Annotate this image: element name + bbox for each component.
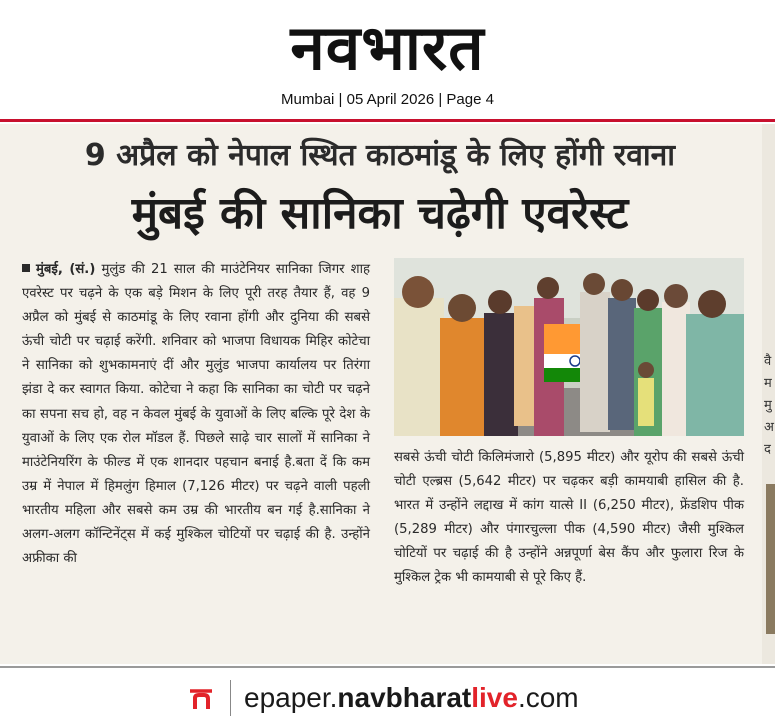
article-body-col1: मुलुंड की 21 साल की माउंटेनियर सानिका जिगर शाह एवरेस्ट पर चढ़ने के एक बड़े मिशन के लिए पूरी तरह तैयार हैं, वह 9 अप्रैल को मुंबई से काठमांडू के लिए रवाना होंगी और दुनिया की सबसे ऊंची चोटी पर चढ़ाई करेंगी. शनिवार को भाजपा विधायक मिहिर कोटेचा ने सानिका को शुभकामनाएं दीं और मुलुंड भाजपा कार्यालय पर तिरंगा झंडा दे कर स्वागत किया. कोटेचा ने कहा कि सानिका का चोटी पर चढ़ने का सपना सच हो, वह न केवल मुंबई के युवाओं के लिए बल्कि पूरे देश के युवाओं के लिए एक रोल मॉडल हैं. पिछले साढ़े चार सालों में सानिका ने माउंटेनियरिंग के फील्ड में एक शानदार पहचान बनाई है.बता दें कि कम उम्र में नेपाल में हिमलुंग हिमाल (7,126 मीटर) पर चढ़ने वाली पहली भारतीय महिला और सबसे कम उम्र की भारतीय बन गई है.सानिका ने अलग-अलग कॉन्टिनेंट्स में कई मुश्किल चोटियों पर चढ़ाई की है. उन्होंने अफ्रीका की xyxy=(22,262,370,567)
url-brand: navbharat xyxy=(337,682,472,713)
article-photo xyxy=(394,258,744,436)
masthead xyxy=(0,0,775,120)
url-prefix: epaper. xyxy=(244,682,338,713)
bullet-square-icon xyxy=(22,264,30,272)
article-lead-dateline: मुंबई, (सं.) xyxy=(36,262,96,277)
article-column-2 xyxy=(394,446,744,591)
url-suffix: .com xyxy=(517,682,579,713)
newspaper-logo: नवभारत xyxy=(290,11,485,84)
news-clipping xyxy=(0,124,775,664)
navbharat-n-logo-icon xyxy=(186,683,216,713)
article-headline: मुंबई की सानिका चढ़ेगी एवरेस्ट xyxy=(131,188,629,239)
epaper-url-link[interactable] xyxy=(244,681,579,715)
edition-dateline: Mumbai | 05 April 2026 | Page 4 xyxy=(281,91,494,108)
fragment-text: म xyxy=(764,376,772,391)
url-live: live xyxy=(471,682,518,713)
footer-separator xyxy=(230,680,231,716)
adjacent-article-fragment xyxy=(762,124,775,664)
article-kicker: 9 अप्रैल को नेपाल स्थित काठमांडू के लिए होंगी रवाना xyxy=(84,138,676,173)
fragment-text: वै xyxy=(764,354,772,369)
article-body-col2: सबसे ऊंची चोटी किलिमंजारो (5,895 मीटर) और यूरोप की सबसे ऊंची चोटी एल्ब्रस (5,642 मीटर) पर चढ़कर बड़ी कामयाबी हासिल की है. भारत में उन्होंने लद्दाख में कांग यात्से II (6,250 मीटर), फ्रेंडशिप पीक (5,289 मीटर) और पंगारचुल्ला पीक (4,590 मीटर) जैसी मुश्किल चोटियों पर चढ़ाई की है उन्होंने अन्नपूर्णा बेस कैंप और फुलारा रिज के मुश्किल ट्रेक भी कामयाबी से पूरे किए हैं. xyxy=(394,450,744,586)
fragment-text: मु xyxy=(764,398,772,413)
article-column-1 xyxy=(22,258,370,571)
fragment-text: अ xyxy=(764,420,774,435)
footer xyxy=(0,668,775,727)
fragment-text: द xyxy=(764,442,771,457)
masthead-divider xyxy=(0,119,775,122)
fragment-photo xyxy=(766,484,775,634)
